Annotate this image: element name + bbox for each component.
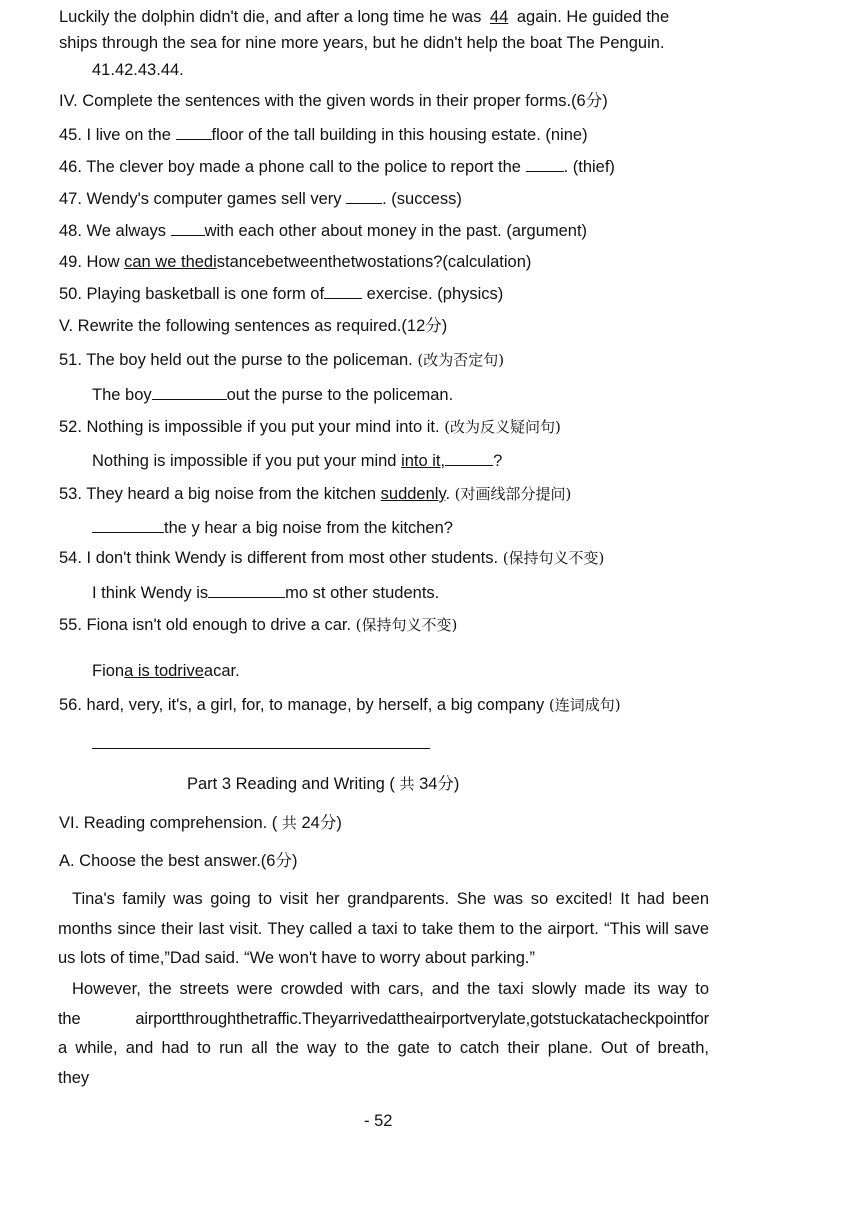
reading-paragraph-1: Tina's family was going to visit her grandparents. She was so excited! It had been months since their last visit. They called a taxi to take them to the airport. “This will save us lots of time,”Dad said. “We won't have to worry about parking.” <box>58 890 709 967</box>
answer-55: Fiona is todriveacar. <box>92 662 240 680</box>
answer-44-underlined: 44 <box>489 8 509 26</box>
blank-50[interactable] <box>324 283 362 299</box>
question-51: 51. The boy held out the purse to the policeman. (改为否定句) <box>59 351 505 369</box>
answer-44: 44. <box>160 61 184 79</box>
answer-line-56[interactable] <box>92 748 430 749</box>
part-3-title: Part 3 Reading and Writing ( 共 34分) <box>187 775 460 793</box>
blank-45[interactable] <box>176 124 212 140</box>
section-a-heading: A. Choose the best answer.(6分) <box>59 852 298 870</box>
blank-52[interactable] <box>445 450 493 466</box>
question-52: 52. Nothing is impossible if you put your mind into it. (改为反义疑问句) <box>59 418 561 436</box>
answer-51: The boy out the purse to the policeman. <box>92 386 454 404</box>
question-48: 48. We always with each other about money in the past. (argument) <box>59 222 588 240</box>
section-iv-heading: IV. Complete the sentences with the given words in their proper forms.(6分) <box>59 92 608 110</box>
answer-42: 42. <box>114 61 138 79</box>
answer-54: I think Wendy is mo st other students. <box>92 584 440 602</box>
story-line-1: Luckily the dolphin didn't die, and after a long time he was 44 again. He guided the <box>59 8 670 26</box>
blank-46[interactable] <box>526 156 564 172</box>
blank-53[interactable] <box>92 517 164 533</box>
question-46: 46. The clever boy made a phone call to the police to report the . (thief) <box>59 158 615 176</box>
question-54: 54. I don't think Wendy is different from most other students. (保持句义不变) <box>59 549 605 567</box>
answer-53: the y hear a big noise from the kitchen? <box>92 517 453 538</box>
answer-52: Nothing is impossible if you put your mind into it, ? <box>92 452 503 470</box>
blank-51[interactable] <box>152 384 227 400</box>
blank-54[interactable] <box>208 582 285 598</box>
blank-48[interactable] <box>171 220 205 236</box>
question-53: 53. They heard a big noise from the kitchen suddenly. (对画线部分提问) <box>59 485 572 503</box>
question-56: 56. hard, very, it's, a girl, for, to manage, by herself, a big company (连词成句) <box>59 696 621 714</box>
question-45: 45. I live on the floor of the tall building in this housing estate. (nine) <box>59 126 588 144</box>
question-55: 55. Fiona isn't old enough to drive a car. (保持句义不变) <box>59 616 458 634</box>
question-50: 50. Playing basketball is one form of exercise. (physics) <box>59 285 504 303</box>
section-v-heading: V. Rewrite the following sentences as required.(12分) <box>59 317 448 335</box>
answer-41: 41. <box>92 61 115 79</box>
reading-paragraph-2: However, the streets were crowded with cars, and the taxi slowly made its way to the airportthroughthetraffic.Theyarrivedattheairportverylate,gotstuckatacheckpointfor a while, and had to run all the way to the gate to catch their plane. Out of breath, they <box>58 980 709 1087</box>
story-line-2: ships through the sea for nine more years, but he didn't help the boat The Penguin. <box>59 34 665 52</box>
question-49: 49. How can we thedistancebetweenthetwostations?(calculation) <box>59 253 532 271</box>
section-vi-heading: VI. Reading comprehension. ( 共 24分) <box>59 814 342 832</box>
page-number: - 52 <box>364 1112 393 1130</box>
answer-43: 43. <box>137 61 161 79</box>
answer-numbers <box>92 60 184 80</box>
question-47: 47. Wendy's computer games sell very . (success) <box>59 190 462 208</box>
blank-47[interactable] <box>346 188 382 204</box>
